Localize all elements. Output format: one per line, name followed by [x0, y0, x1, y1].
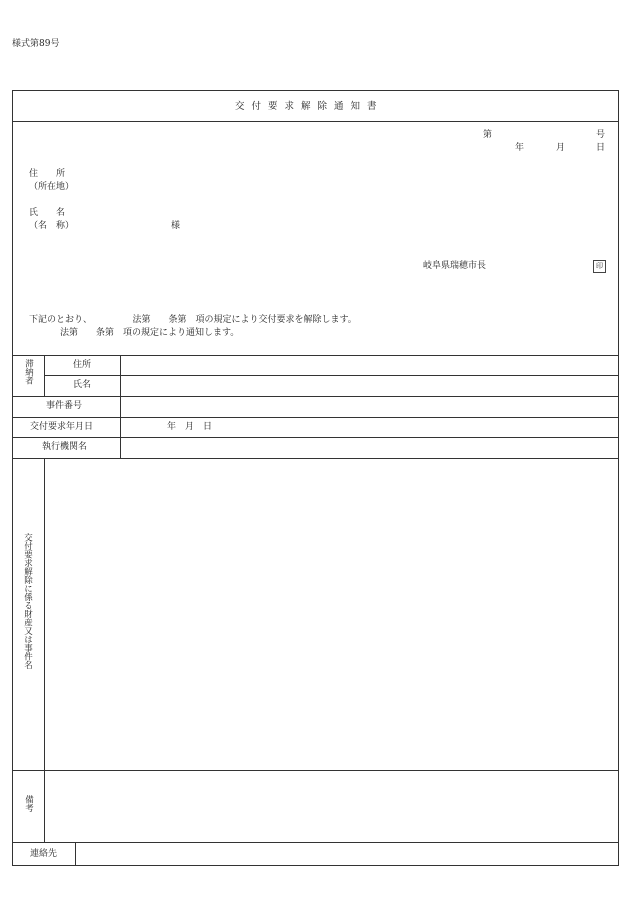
- name-label: 氏 名: [29, 208, 66, 218]
- divider: [44, 375, 618, 376]
- body-line-1: 下記のとおり、 法第 条第 項の規定により交付要求を解除します。: [29, 315, 357, 325]
- divider: [13, 355, 618, 356]
- date-day: 日: [596, 143, 606, 153]
- col-divider: [75, 842, 76, 866]
- divider: [13, 437, 618, 438]
- col-divider: [44, 458, 45, 842]
- honorific: 様: [171, 221, 181, 231]
- col-divider: [44, 355, 45, 396]
- seal-mark: 印: [593, 260, 606, 273]
- contact-label: 連絡先: [30, 849, 58, 859]
- address-sublabel: （所在地）: [29, 182, 75, 192]
- address-label: 住 所: [29, 169, 66, 179]
- delinquent-name-label: 氏名: [73, 380, 92, 390]
- request-date-value: 年 月 日: [167, 422, 213, 432]
- property-label: 交付要求解除に係る財産又は事件名: [22, 533, 33, 669]
- divider: [13, 417, 618, 418]
- delinquent-label: 滞納者: [23, 359, 34, 385]
- divider: [13, 121, 618, 122]
- delinquent-address-label: 住所: [73, 360, 92, 370]
- remarks-label: 備考: [23, 795, 34, 812]
- divider: [13, 396, 618, 397]
- divider: [13, 770, 618, 771]
- agency-label: 執行機関名: [42, 442, 88, 452]
- date-year: 年: [515, 143, 525, 153]
- name-sublabel: （名 称）: [29, 221, 75, 231]
- form-title: 交付要求解除通知書: [235, 101, 384, 112]
- form-code: 様式第89号: [12, 39, 60, 49]
- issuer-title: 岐阜県瑞穂市長: [423, 261, 487, 271]
- divider: [13, 458, 618, 459]
- body-line-2: 法第 条第 項の規定により通知します。: [60, 328, 240, 338]
- col-divider: [120, 355, 121, 458]
- number-dai: 第: [483, 130, 493, 140]
- divider: [13, 842, 618, 843]
- number-go: 号: [596, 130, 606, 140]
- date-month: 月: [556, 143, 566, 153]
- notice-form: [12, 90, 619, 866]
- request-date-label: 交付要求年月日: [30, 422, 94, 432]
- case-number-label: 事件番号: [46, 401, 83, 411]
